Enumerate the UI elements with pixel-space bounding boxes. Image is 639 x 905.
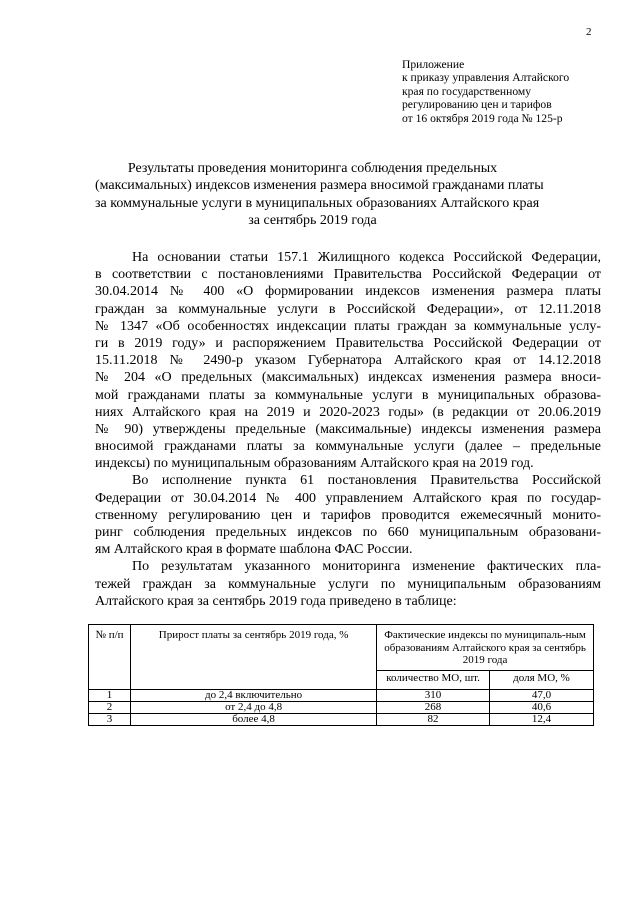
- header-increase: Прирост платы за сентябрь 2019 года, %: [131, 625, 377, 690]
- text-line: Во исполнение пункта 61 постановления Правительства Российской: [132, 473, 601, 489]
- cell-number: 1: [89, 690, 131, 702]
- appendix-line: от 16 октября 2019 года № 125-р: [402, 111, 563, 125]
- cell-share: 47,0: [489, 690, 593, 702]
- title-line: за сентябрь 2019 года: [248, 212, 377, 228]
- title-line: за коммунальные услуги в муниципальных образованиях Алтайского края: [95, 195, 540, 211]
- text-line: 15.11.2018 № 2490-р указом Губернатора Алтайского края от 14.12.2018: [95, 353, 601, 369]
- text-line: ниях Алтайского края на 2019 и 2020-2023 годы» (в редакции от 20.06.2019: [95, 404, 601, 420]
- text-line: в соответствии с постановлениями Правительства Российской Федерации от: [95, 267, 601, 283]
- paragraph-legal-basis: [95, 249, 601, 472]
- page-number: 2: [586, 26, 592, 38]
- cell-range: более 4,8: [131, 714, 377, 726]
- header-actual-indexes: Фактические индексы по муниципаль-ным образованиям Алтайского края за сентябрь 2019 года: [377, 625, 594, 671]
- header-count: количество МО, шт.: [377, 671, 490, 690]
- document-title: [95, 160, 544, 229]
- text-line: индексы) по муниципальным образованиям Алтайского края на 2019 год.: [95, 456, 534, 472]
- appendix-line: Приложение: [402, 58, 465, 71]
- appendix-line: края по государственному: [402, 84, 532, 98]
- text-line: тежей граждан за коммунальные услуги по муниципальным образованиям: [95, 576, 601, 592]
- text-line: ги в 2019 году» и распоряжением Правительства Российской Федерации от: [95, 335, 601, 351]
- cell-count: 310: [377, 690, 490, 702]
- text-line: На основании статьи 157.1 Жилищного кодекса Российской Федерации,: [132, 250, 601, 265]
- text-line: ринг соблюдения предельных индексов по 660 муниципальным образовани-: [95, 525, 601, 540]
- title-line: (максимальных) индексов изменения размера вносимой гражданами платы: [95, 178, 544, 194]
- paragraph-monitoring: [95, 472, 601, 558]
- cell-count: 82: [377, 714, 490, 726]
- cell-share: 40,6: [489, 702, 593, 714]
- text-line: ям Алтайского края в формате шаблона ФАС России.: [95, 542, 413, 558]
- text-line: № 1347 «Об особенностях индексации платы граждан за коммунальные услу-: [95, 318, 601, 334]
- results-table: [88, 624, 594, 726]
- cell-range: до 2,4 включительно: [131, 690, 377, 702]
- text-line: № 204 «О предельных (максимальных) индексах изменения размера вноси-: [95, 370, 601, 386]
- appendix-block: [402, 58, 622, 125]
- results-table-wrapper: [88, 624, 594, 726]
- paragraph-results: [95, 558, 601, 610]
- text-line: граждан за коммунальные услуги в Российской Федерации», от 12.11.2018: [95, 301, 601, 317]
- text-line: мой гражданами платы за коммунальные услуги в муниципальных образова-: [95, 387, 601, 403]
- text-line: Алтайского края за сентябрь 2019 года приведено в таблице:: [95, 593, 457, 609]
- table-row: [89, 702, 594, 714]
- text-line: По результатам указанного мониторинга изменение фактических пла-: [132, 559, 601, 575]
- body-text: [95, 249, 601, 610]
- cell-count: 268: [377, 702, 490, 714]
- cell-range: от 2,4 до 4,8: [131, 702, 377, 714]
- cell-number: 3: [89, 714, 131, 726]
- table-row: [89, 714, 594, 726]
- table-row: [89, 690, 594, 702]
- text-line: Федерации от 30.04.2014 № 400 управлением Алтайского края по государ-: [95, 490, 601, 506]
- text-line: № 90) утверждены предельные (максимальные) индексы изменения размера: [95, 421, 601, 437]
- cell-share: 12,4: [489, 714, 593, 726]
- cell-number: 2: [89, 702, 131, 714]
- text-line: 30.04.2014 № 400 «О формировании индексов изменения размера платы: [95, 284, 601, 300]
- title-line: Результаты проведения мониторинга соблюдения предельных: [127, 161, 498, 176]
- text-line: вносимой гражданами платы за коммунальные услуги (далее – предельные: [95, 439, 601, 455]
- header-share: доля МО, %: [489, 671, 593, 690]
- text-line: ственному регулированию цен и тарифов проводится ежемесячный монито-: [95, 507, 601, 523]
- header-number: № п/п: [89, 625, 131, 690]
- appendix-line: к приказу управления Алтайского: [402, 71, 570, 85]
- appendix-line: регулированию цен и тарифов: [402, 98, 552, 112]
